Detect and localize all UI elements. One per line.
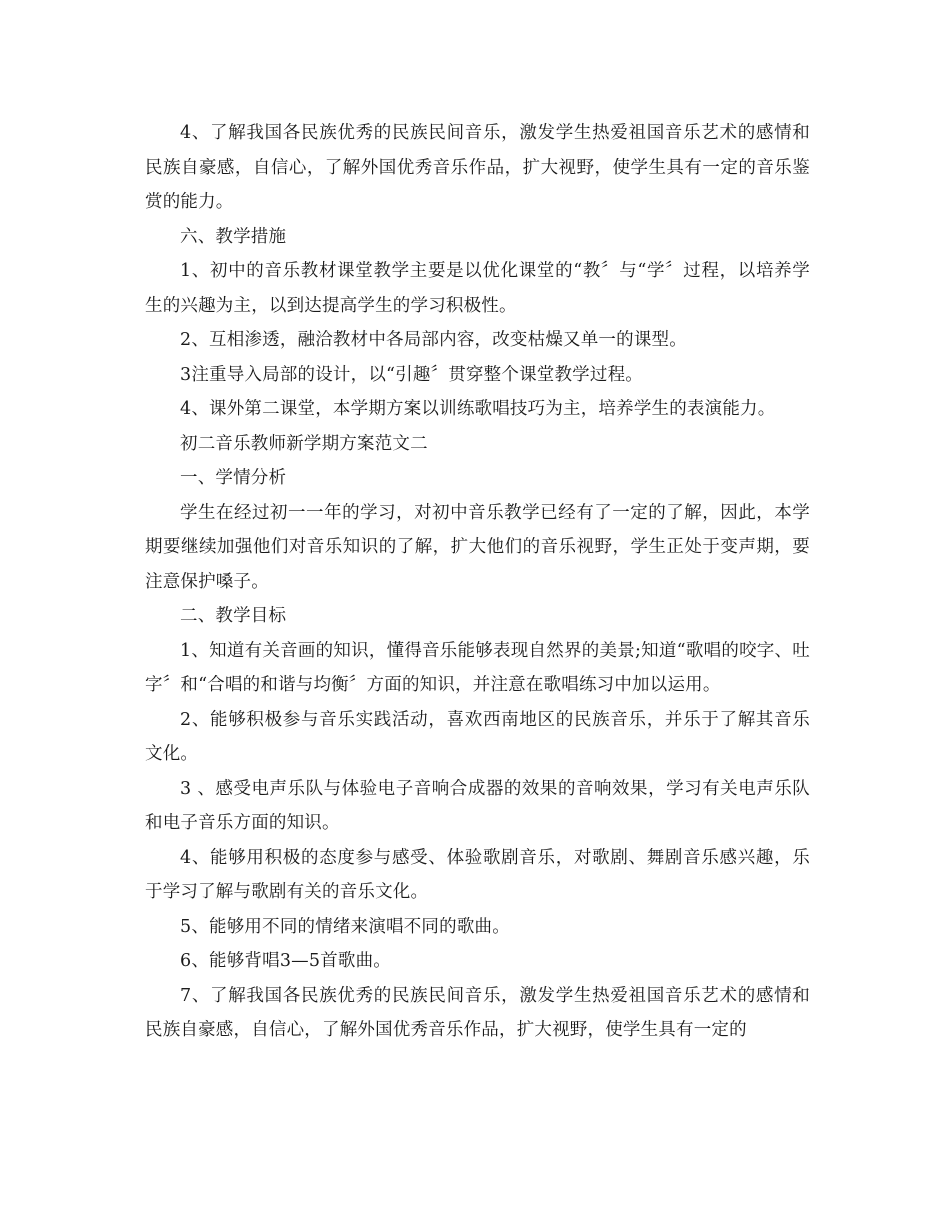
section-heading: 二、教学目标 <box>180 606 287 626</box>
paragraph: 1、知道有关音画的知识，懂得音乐能够表现自然界的美景;知道“歌唱的咬字、吐字〞和“合唱的和谐与均衡〞方面的知识，并注意在歌唱练习中加以运用。 <box>145 640 810 695</box>
paragraph: 3 、感受电声乐队与体验电子音响合成器的效果的音响效果，学习有关电声乐队和电子音乐方面的知识。 <box>145 778 810 833</box>
paragraph: 5、能够用不同的情绪来演唱不同的歌曲。 <box>180 916 510 937</box>
paragraph: 2、能够积极参与音乐实践活动，喜欢西南地区的民族音乐，并乐于了解其音乐文化。 <box>145 709 810 764</box>
paragraph: 学生在经过初一一年的学习，对初中音乐教学已经有了一定的了解，因此，本学期要继续加强他们对音乐知识的了解，扩大他们的音乐视野，学生正处于变声期，要注意保护嗓子。 <box>145 502 810 592</box>
paragraph: 4、课外第二课堂，本学期方案以训练歌唱技巧为主，培养学生的表演能力。 <box>180 399 776 419</box>
paragraph: 4、能够用积极的态度参与感受、体验歌剧音乐，对歌剧、舞剧音乐感兴趣，乐于学习了解与歌剧有关的音乐文化。 <box>145 847 810 902</box>
paragraph: 1、初中的音乐教材课堂教学主要是以优化课堂的“教〞与“学〞过程，以培养学生的兴趣为主，以到达提高学生的学习积极性。 <box>145 261 810 316</box>
section-heading: 六、教学措施 <box>180 226 287 247</box>
paragraph: 6、能够背唱3—5首歌曲。 <box>180 951 392 971</box>
document-body <box>145 116 810 1048</box>
paragraph: 7、了解我国各民族优秀的民族民间音乐，激发学生热爱祖国音乐艺术的感情和民族自豪感，自信心，了解外国优秀音乐作品，扩大视野，使学生具有一定的 <box>145 985 810 1040</box>
paragraph: 4、了解我国各民族优秀的民族民间音乐，激发学生热爱祖国音乐艺术的感情和民族自豪感，自信心，了解外国优秀音乐作品，扩大视野，使学生具有一定的音乐鉴赏的能力。 <box>145 123 810 212</box>
paragraph: 3注重导入局部的设计，以“引趣〞贯穿整个课堂教学过程。 <box>180 364 643 385</box>
document-title: 初二音乐教师新学期方案范文二 <box>180 433 428 454</box>
paragraph: 2、互相渗透，融洽教材中各局部内容，改变枯燥又单一的课型。 <box>180 330 687 350</box>
section-heading: 一、学情分析 <box>180 468 287 488</box>
